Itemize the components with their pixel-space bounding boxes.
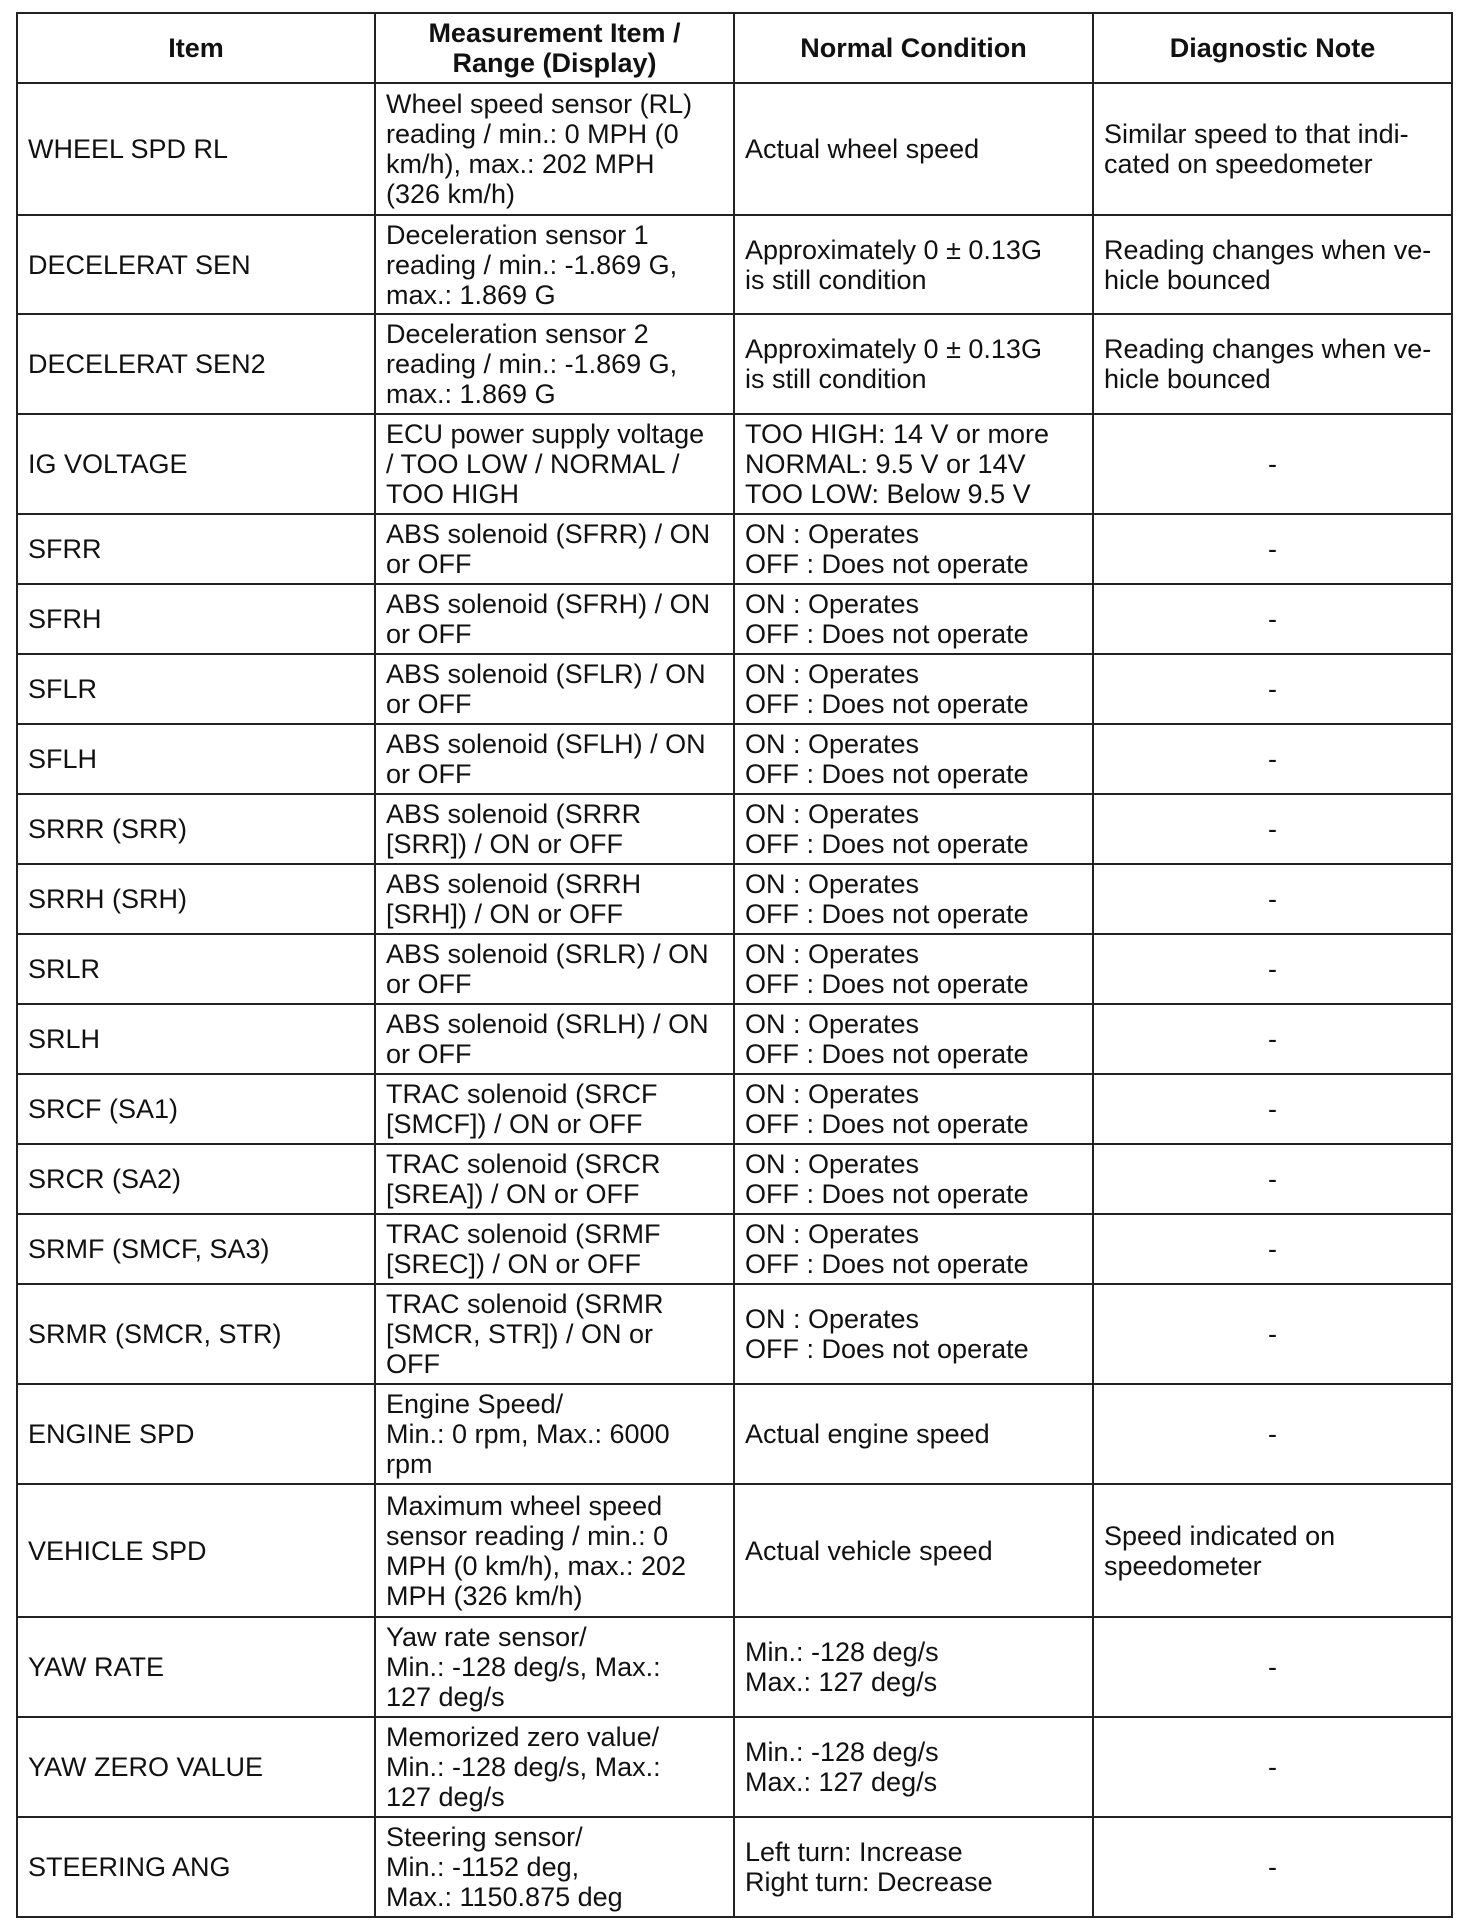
cell-normal-condition: ON : Operates OFF : Does not operate	[734, 864, 1093, 934]
table-row	[17, 584, 1452, 654]
header-diagnostic-note: Diagnostic Note	[1093, 13, 1452, 83]
cell-item: STEERING ANG	[17, 1817, 375, 1917]
cell-item: VEHICLE SPD	[17, 1484, 375, 1617]
table-row	[17, 1004, 1452, 1074]
cell-diagnostic-note: -	[1093, 1074, 1452, 1144]
cell-measurement: ABS solenoid (SFLH) / ON or OFF	[375, 724, 734, 794]
cell-diagnostic-note: -	[1093, 1214, 1452, 1284]
table-row	[17, 1144, 1452, 1214]
cell-normal-condition: Min.: -128 deg/s Max.: 127 deg/s	[734, 1617, 1093, 1717]
cell-measurement: ECU power supply voltage / TOO LOW / NORMAL / TOO HIGH	[375, 414, 734, 514]
cell-normal-condition: ON : Operates OFF : Does not operate	[734, 514, 1093, 584]
cell-diagnostic-note: -	[1093, 1717, 1452, 1817]
cell-normal-condition: ON : Operates OFF : Does not operate	[734, 1284, 1093, 1384]
diagnostic-data-table	[16, 12, 1453, 1918]
table-row	[17, 864, 1452, 934]
cell-item: SFLR	[17, 654, 375, 724]
cell-measurement: TRAC solenoid (SRMF [SREC]) / ON or OFF	[375, 1214, 734, 1284]
cell-measurement: Deceleration sensor 2 reading / min.: -1.869 G, max.: 1.869 G	[375, 314, 734, 414]
cell-diagnostic-note: -	[1093, 724, 1452, 794]
cell-normal-condition: ON : Operates OFF : Does not operate	[734, 934, 1093, 1004]
cell-diagnostic-note: Speed indicated on speedometer	[1093, 1484, 1452, 1617]
cell-measurement: TRAC solenoid (SRCR [SREA]) / ON or OFF	[375, 1144, 734, 1214]
cell-item: SFRR	[17, 514, 375, 584]
cell-item: SRLR	[17, 934, 375, 1004]
cell-measurement: ABS solenoid (SFLR) / ON or OFF	[375, 654, 734, 724]
cell-diagnostic-note: -	[1093, 414, 1452, 514]
cell-diagnostic-note: -	[1093, 654, 1452, 724]
table-row	[17, 1074, 1452, 1144]
table-row	[17, 654, 1452, 724]
cell-item: SRLH	[17, 1004, 375, 1074]
table-row	[17, 215, 1452, 314]
cell-normal-condition: Actual wheel speed	[734, 83, 1093, 215]
table-row	[17, 414, 1452, 514]
cell-item: DECELERAT SEN	[17, 215, 375, 314]
cell-normal-condition: Approximately 0 ± 0.13G is still condition	[734, 215, 1093, 314]
cell-item: SFLH	[17, 724, 375, 794]
table-row	[17, 1284, 1452, 1384]
header-item: Item	[17, 13, 375, 83]
cell-diagnostic-note: -	[1093, 1817, 1452, 1917]
cell-item: SRMF (SMCF, SA3)	[17, 1214, 375, 1284]
cell-normal-condition: ON : Operates OFF : Does not operate	[734, 1074, 1093, 1144]
table-header-row	[17, 13, 1452, 83]
cell-normal-condition: Left turn: Increase Right turn: Decrease	[734, 1817, 1093, 1917]
cell-normal-condition: ON : Operates OFF : Does not operate	[734, 1144, 1093, 1214]
cell-normal-condition: Actual vehicle speed	[734, 1484, 1093, 1617]
cell-item: YAW ZERO VALUE	[17, 1717, 375, 1817]
table-row	[17, 1484, 1452, 1617]
cell-item: SRCF (SA1)	[17, 1074, 375, 1144]
cell-item: DECELERAT SEN2	[17, 314, 375, 414]
cell-diagnostic-note: -	[1093, 864, 1452, 934]
cell-item: YAW RATE	[17, 1617, 375, 1717]
cell-normal-condition: Min.: -128 deg/s Max.: 127 deg/s	[734, 1717, 1093, 1817]
table-row	[17, 724, 1452, 794]
cell-diagnostic-note: -	[1093, 794, 1452, 864]
cell-diagnostic-note: Reading changes when ve- hicle bounced	[1093, 215, 1452, 314]
table-row	[17, 1717, 1452, 1817]
cell-item: SRRR (SRR)	[17, 794, 375, 864]
header-normal-condition: Normal Condition	[734, 13, 1093, 83]
cell-normal-condition: Actual engine speed	[734, 1384, 1093, 1484]
cell-item: WHEEL SPD RL	[17, 83, 375, 215]
cell-measurement: TRAC solenoid (SRCF [SMCF]) / ON or OFF	[375, 1074, 734, 1144]
cell-item: SRRH (SRH)	[17, 864, 375, 934]
cell-normal-condition: ON : Operates OFF : Does not operate	[734, 794, 1093, 864]
cell-diagnostic-note: -	[1093, 514, 1452, 584]
table-row	[17, 1817, 1452, 1917]
cell-measurement: Deceleration sensor 1 reading / min.: -1.869 G, max.: 1.869 G	[375, 215, 734, 314]
cell-measurement: Steering sensor/ Min.: -1152 deg, Max.: 1150.875 deg	[375, 1817, 734, 1917]
cell-normal-condition: Approximately 0 ± 0.13G is still condition	[734, 314, 1093, 414]
cell-normal-condition: TOO HIGH: 14 V or more NORMAL: 9.5 V or 14V TOO LOW: Below 9.5 V	[734, 414, 1093, 514]
table-row	[17, 314, 1452, 414]
cell-diagnostic-note: -	[1093, 1617, 1452, 1717]
cell-item: SRMR (SMCR, STR)	[17, 1284, 375, 1384]
cell-measurement: ABS solenoid (SRRR [SRR]) / ON or OFF	[375, 794, 734, 864]
cell-diagnostic-note: Similar speed to that indi- cated on speedometer	[1093, 83, 1452, 215]
cell-normal-condition: ON : Operates OFF : Does not operate	[734, 654, 1093, 724]
cell-measurement: Engine Speed/ Min.: 0 rpm, Max.: 6000 rpm	[375, 1384, 734, 1484]
cell-item: SFRH	[17, 584, 375, 654]
table-row	[17, 934, 1452, 1004]
table-row	[17, 1617, 1452, 1717]
cell-diagnostic-note: -	[1093, 1284, 1452, 1384]
cell-measurement: Memorized zero value/ Min.: -128 deg/s, Max.: 127 deg/s	[375, 1717, 734, 1817]
cell-item: ENGINE SPD	[17, 1384, 375, 1484]
table-row	[17, 794, 1452, 864]
cell-measurement: TRAC solenoid (SRMR [SMCR, STR]) / ON or OFF	[375, 1284, 734, 1384]
cell-diagnostic-note: -	[1093, 1144, 1452, 1214]
cell-diagnostic-note: -	[1093, 584, 1452, 654]
cell-normal-condition: ON : Operates OFF : Does not operate	[734, 724, 1093, 794]
cell-measurement: ABS solenoid (SFRR) / ON or OFF	[375, 514, 734, 584]
table-row	[17, 1214, 1452, 1284]
cell-measurement: Yaw rate sensor/ Min.: -128 deg/s, Max.: 127 deg/s	[375, 1617, 734, 1717]
table-row	[17, 514, 1452, 584]
table-row	[17, 1384, 1452, 1484]
cell-normal-condition: ON : Operates OFF : Does not operate	[734, 1214, 1093, 1284]
cell-diagnostic-note: Reading changes when ve- hicle bounced	[1093, 314, 1452, 414]
cell-diagnostic-note: -	[1093, 934, 1452, 1004]
cell-measurement: ABS solenoid (SRLR) / ON or OFF	[375, 934, 734, 1004]
cell-normal-condition: ON : Operates OFF : Does not operate	[734, 584, 1093, 654]
table-row	[17, 83, 1452, 215]
header-measurement: Measurement Item / Range (Display)	[375, 13, 734, 83]
cell-measurement: Maximum wheel speed sensor reading / min.: 0 MPH (0 km/h), max.: 202 MPH (326 km/h)	[375, 1484, 734, 1617]
cell-measurement: ABS solenoid (SFRH) / ON or OFF	[375, 584, 734, 654]
cell-measurement: ABS solenoid (SRRH [SRH]) / ON or OFF	[375, 864, 734, 934]
cell-item: SRCR (SA2)	[17, 1144, 375, 1214]
cell-diagnostic-note: -	[1093, 1384, 1452, 1484]
cell-diagnostic-note: -	[1093, 1004, 1452, 1074]
cell-item: IG VOLTAGE	[17, 414, 375, 514]
cell-measurement: Wheel speed sensor (RL) reading / min.: 0 MPH (0 km/h), max.: 202 MPH (326 km/h)	[375, 83, 734, 215]
cell-normal-condition: ON : Operates OFF : Does not operate	[734, 1004, 1093, 1074]
cell-measurement: ABS solenoid (SRLH) / ON or OFF	[375, 1004, 734, 1074]
